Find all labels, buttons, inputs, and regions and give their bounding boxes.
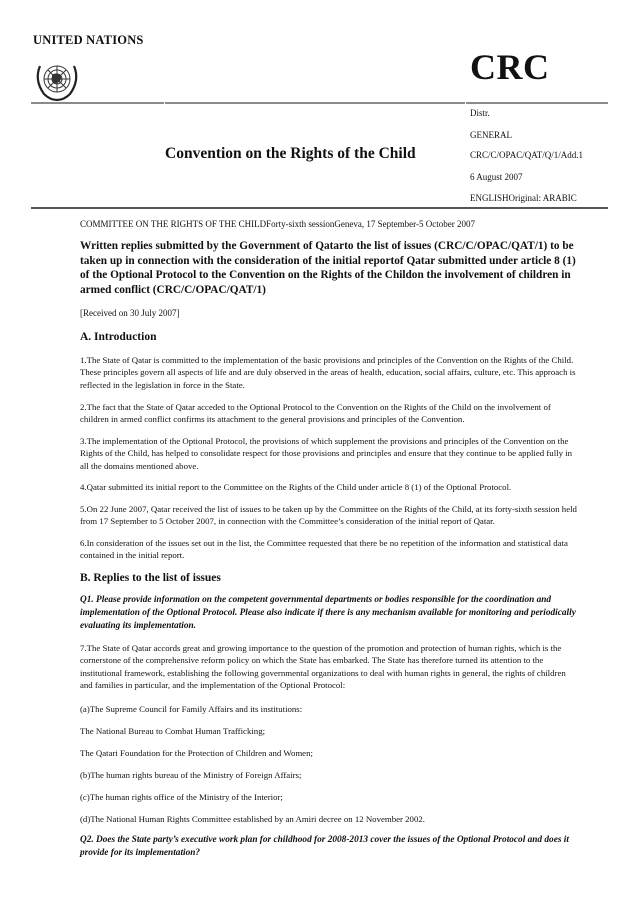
paragraph-5: 5.On 22 June 2007, Qatar received the list of issues to be taken up by the Committee on the Rights of the Child, at its forty-sixth session held from 17 September to 5 October 2007, in connection with the Committee’s consideration of the initial report of Qatar.	[80, 504, 577, 527]
paragraph-7: 7.The State of Qatar accords great and growing importance to the question of the promotion and protection of human rights, which is the cornerstone of the comprehensive reform policy on which the State has embarked. The State has therefore turned its attention to the institutional framework, establishing the following governmental organizations to deal with human rights in general, the rights of children and families in particular, and the implementation of the Optional Protocol:	[80, 643, 566, 690]
list-item-d: (d)The National Human Rights Committee established by an Amiri decree on 12 November 2002.	[80, 814, 425, 824]
paragraph-3: 3.The implementation of the Optional Protocol, the provisions of which supplement the provisions and principles of the Convention on the Rights of the Child, has helped to consolidate respect for those provisions and principles and ensure that they continue to be applied fully in all the domains mentioned above.	[80, 436, 573, 471]
meta-doc-number: CRC/C/OPAC/QAT/Q/1/Add.1	[470, 150, 583, 160]
meta-date: 6 August 2007	[470, 172, 523, 182]
header-rule-right	[466, 102, 608, 104]
paragraph-6: 6.In consideration of the issues set out in the list, the Committee requested that there be no repetition of the information and statistical data contained in the initial report.	[80, 538, 568, 561]
question-1: Q1. Please provide information on the competent governmental departments or bodies responsible for the coordination and implementation of the Optional Protocol. Please also indicate if there is any mechanism available for monitoring and periodically evaluating its implementation.	[80, 595, 576, 631]
convention-title: Convention on the Rights of the Child	[165, 145, 416, 162]
paragraph-1: 1.The State of Qatar is committed to the implementation of the basic provisions and principles of the Convention on the Rights of the Child. These principles govern all aspects of life and are duly observed in the areas of health, education, social affairs, culture, etc. This approach is reflected in the legislation in force in the State.	[80, 355, 576, 390]
list-item-a: (a)The Supreme Council for Family Affairs and its institutions:	[80, 704, 303, 714]
list-item-b: (b)The human rights bureau of the Ministry of Foreign Affairs;	[80, 770, 302, 780]
question-2: Q2. Does the State party’s executive work plan for childhood for 2008-2013 cover the issues of the Optional Protocol and does it provide for its implementation?	[80, 835, 569, 858]
meta-distr: Distr.	[470, 108, 490, 118]
list-item-c: (c)The human rights office of the Ministry of the Interior;	[80, 792, 283, 802]
list-item-a-2: The Qatari Foundation for the Protection of Children and Women;	[80, 748, 313, 758]
meta-classification: GENERAL	[470, 130, 512, 140]
header-rule-bottom	[31, 207, 608, 209]
list-item-a-1: The National Bureau to Combat Human Trafficking;	[80, 726, 266, 736]
header-rule-middle	[165, 102, 465, 104]
document-title: Written replies submitted by the Government of Qatarto the list of issues (CRC/C/OPAC/QAT/1) to be taken up in connection with the consideration of the initial reportof Qatar submitted under article 8 (1) of the Optional Protocol to the Convention on the Rights of the Childon the involvement of children in armed conflict (CRC/C/OPAC/QAT/1)	[80, 240, 576, 297]
paragraph-2: 2.The fact that the State of Qatar acceded to the Optional Protocol to the Convention on the Rights of the Child on the involvement of children in armed conflict confirms its attachment to the general provisions and principles of the Convention.	[80, 402, 551, 425]
header-rule-left	[31, 102, 164, 104]
section-a-heading: A. Introduction	[80, 331, 157, 343]
section-b-heading: B. Replies to the list of issues	[80, 572, 221, 584]
doc-symbol: CRC	[470, 47, 550, 87]
meta-language: ENGLISHOriginal: ARABIC	[470, 193, 577, 203]
org-name: UNITED NATIONS	[33, 33, 144, 47]
received-date: [Received on 30 July 2007]	[80, 308, 180, 318]
committee-line: COMMITTEE ON THE RIGHTS OF THE CHILDForty-sixth sessionGeneva, 17 September-5 October 2007	[80, 219, 475, 229]
un-emblem-icon	[32, 58, 82, 102]
paragraph-4: 4.Qatar submitted its initial report to the Committee on the Rights of the Child under article 8 (1) of the Optional Protocol.	[80, 482, 512, 492]
